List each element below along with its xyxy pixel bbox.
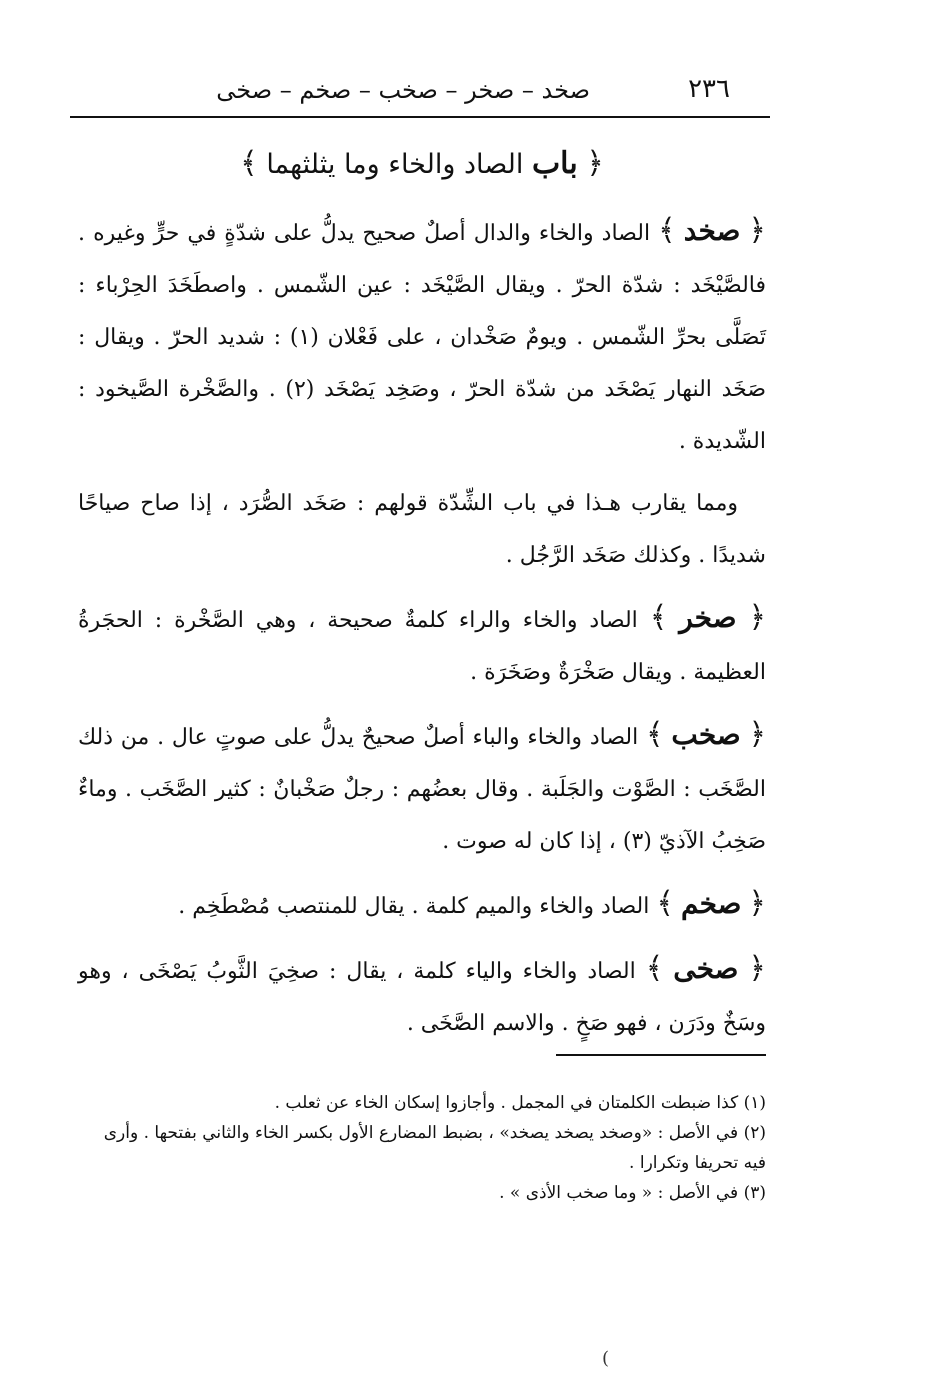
chapter-heading-text: الصاد والخاء وما يثلثهما (266, 149, 524, 180)
chapter-heading (78, 140, 766, 189)
footnote-1: (١) كذا ضبطت الكلمتان في المجمل . وأجازوا إسكان الخاء عن ثعلب . (274, 1093, 766, 1113)
ornament-bracket-open: ﴿ (586, 146, 604, 181)
page-number: ٢٣٦ (688, 74, 730, 104)
entry-sakhar (78, 592, 766, 699)
entry-sakhad (78, 205, 766, 468)
header-divider (70, 116, 770, 118)
ornament-bracket-open: ﴿ (748, 886, 766, 921)
footnote-3: (٣) في الأصل : « وما صخب الأذى » . (499, 1183, 766, 1203)
entry-text: ومما يقارب هـذا في باب الشِّدّة قولهم : صَخَد الصُّرَد ، إذا صاح صياحًا شديدًا . وكذلك صَخَد الرَّجُل . (78, 491, 766, 568)
footnote-divider (556, 1054, 766, 1056)
entry-headword: صخى (673, 952, 739, 985)
entry-headword: صخب (671, 718, 741, 751)
ornament-bracket-close: ﴾ (645, 717, 664, 752)
entry-text: الصاد والخاء والميم كلمة . يقال للمنتصب مُصْطَخِم . (178, 894, 650, 919)
chapter-heading-bab: باب (531, 146, 578, 181)
ornament-bracket-close: ﴾ (658, 213, 676, 248)
footnotes (78, 1088, 766, 1208)
ornament-bracket-close: ﴾ (240, 146, 258, 181)
bottom-mark: ( (602, 1348, 610, 1369)
entry-headword: صخد (683, 214, 741, 247)
running-title: صخد – صخر – صخب – صخم – صخى (216, 76, 590, 104)
ornament-bracket-open: ﴿ (748, 600, 767, 635)
page-body (78, 140, 766, 1060)
ornament-bracket-close: ﴾ (656, 886, 674, 921)
page-header (70, 60, 770, 112)
entry-sakham (78, 878, 766, 933)
entry-headword: صخم (680, 887, 742, 920)
entry-text: الصاد والخاء والياء كلمة ، يقال : صخِيَ الثَّوبُ يَصْخَى ، وهو وسَخٌ ودَرَن ، فهو صَخٍ . والاسم الصَّخَى . (78, 959, 766, 1036)
entry-text: الصاد والخاء والدال أصلٌ صحيح يدلُّ على شدّةٍ في حرٍّ وغيره . فالصَّيْخَد : شدّة الحرّ . ويقال الصَّيْخَد : عين الشّمس . واصطَخَدَ الحِرْباء : تَصَلَّى بحرِّ الشّمس . ويومٌ صَخْدان ، على فَعْلان (١) : شديد الحرّ . ويقال : صَخَد النهار يَصْخَد من شدّة الحرّ ، وصَخِد يَصْخَد (٢) . والصَّخْرة الصَّيخود : الشّديدة . (78, 221, 767, 454)
ornament-bracket-open: ﴿ (748, 213, 766, 248)
ornament-bracket-open: ﴿ (748, 717, 767, 752)
ornament-bracket-close: ﴾ (645, 951, 664, 986)
entry-sakhab (78, 709, 766, 868)
ornament-bracket-open: ﴿ (748, 951, 766, 986)
entry-text: الصاد والخاء والباء أصلٌ صحيحٌ يدلُّ على صوتٍ عال . من ذلك الصَّخَب : الصَّوْت والجَلَبة . وقال بعضُهم : رجلٌ صَخْبانٌ : كثير الصَّخَب . وماءٌ صَخِبُ الآذيّ (٣) ، إذا كان له صوت . (78, 725, 766, 854)
entry-sakhad-continuation (78, 478, 766, 582)
entry-text: الصاد والخاء والراء كلمةٌ صحيحة ، وهي الصَّخْرة : الحجَرةُ العظيمة . ويقال صَخْرَةٌ وصَخَرَة . (78, 608, 766, 685)
entry-headword: صخر (679, 601, 737, 634)
entry-sakha (78, 943, 766, 1050)
footnote-2: (٢) في الأصل : «وصخد يصخد يصخد» ، بضبط المضارع الأول بكسر الخاء والثاني بفتحها . وأرى فيه تحريفا وتكرارا . (103, 1123, 766, 1173)
ornament-bracket-close: ﴾ (649, 600, 668, 635)
